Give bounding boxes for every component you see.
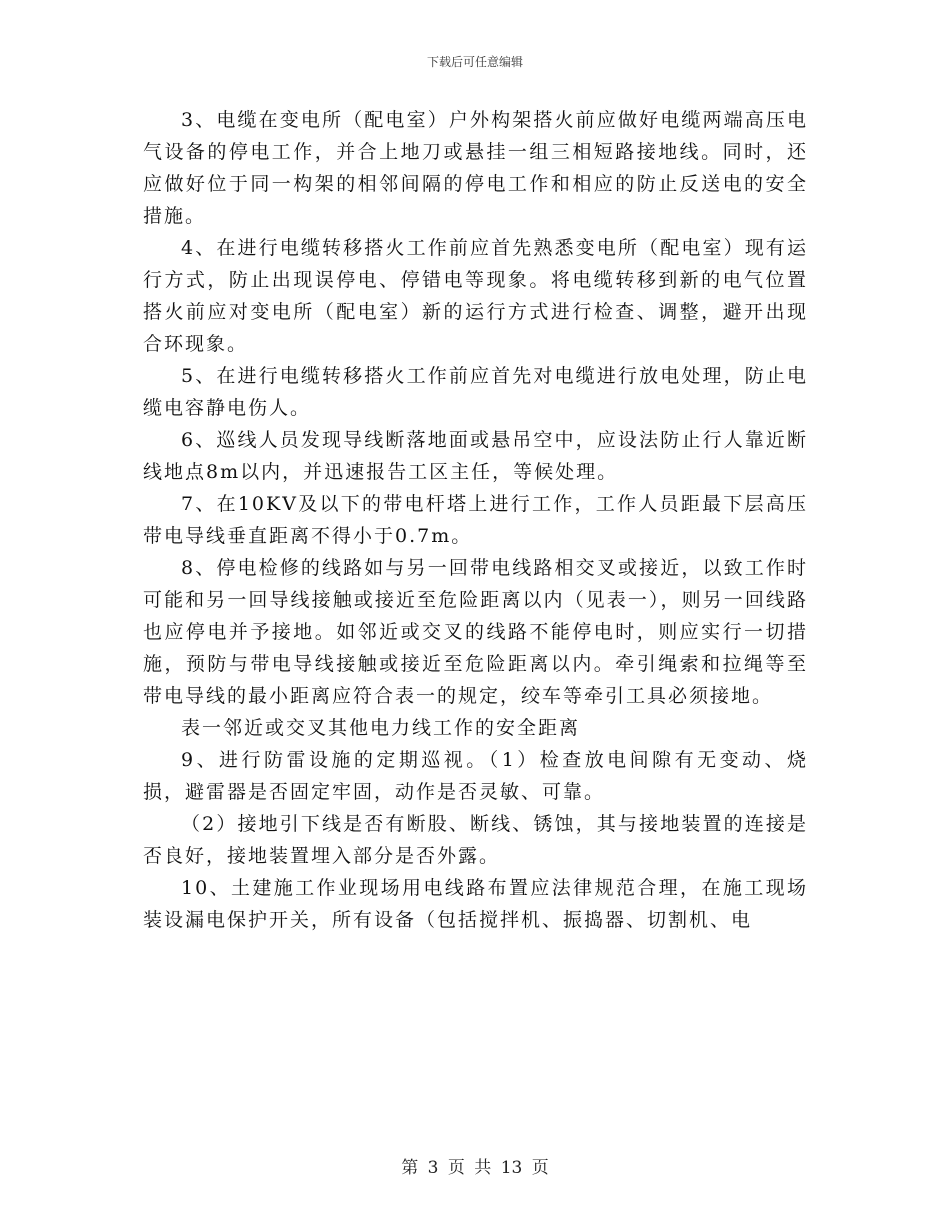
paragraph-9: 9、进行防雷设施的定期巡视。（1）检查放电间隙有无变动、烧损，避雷器是否固定牢固，动作是否灵敏、可靠。 — [143, 749, 808, 803]
paragraph-6: 6、巡线人员发现导线断落地面或悬吊空中，应设法防止行人靠近断线地点8m以内，并迅速报告工区主任，等候处理。 — [143, 429, 808, 483]
page-header: 下载后可任意编辑 — [426, 55, 523, 69]
paragraph-7: 7、在10KV及以下的带电杆塔上进行工作，工作人员距最下层高压带电导线垂直距离不得小于0.7m。 — [143, 493, 808, 547]
paragraph-4: 4、在进行电缆转移搭火工作前应首先熟悉变电所（配电室）现有运行方式，防止出现误停电、停错电等现象。将电缆转移到新的电气位置搭火前应对变电所（配电室）新的运行方式进行检查、调整，避开出现合环现象。 — [143, 237, 808, 355]
document-body — [143, 104, 808, 936]
paragraph-5: 5、在进行电缆转移搭火工作前应首先对电缆进行放电处理，防止电缆电容静电伤人。 — [143, 365, 808, 419]
paragraph-9-item-2: （2）接地引下线是否有断股、断线、锈蚀，其与接地装置的连接是否良好，接地装置埋入部分是否外露。 — [143, 813, 808, 867]
paragraph-3: 3、电缆在变电所（配电室）户外构架搭火前应做好电缆两端高压电气设备的停电工作，并合上地刀或悬挂一组三相短路接地线。同时，还应做好位于同一构架的相邻间隔的停电工作和相应的防止反送电的安全措施。 — [143, 109, 808, 227]
paragraph-8: 8、停电检修的线路如与另一回带电线路相交叉或接近，以致工作时可能和另一回导线接触或接近至危险距离以内（见表一），则另一回线路也应停电并予接地。如邻近或交叉的线路不能停电时，则应实行一切措施，预防与带电导线接触或接近至危险距离以内。牵引绳索和拉绳等至带电导线的最小距离应符合表一的规定，绞车等牵引工具必须接地。 — [143, 557, 808, 707]
paragraph-10: 10、土建施工作业现场用电线路布置应法律规范合理，在施工现场装设漏电保护开关，所有设备（包括搅拌机、振捣器、切割机、电 — [143, 877, 808, 931]
table-caption: 表一邻近或交叉其他电力线工作的安全距离 — [181, 717, 581, 739]
page-footer: 第 3 页 共 13 页 — [401, 1158, 549, 1178]
